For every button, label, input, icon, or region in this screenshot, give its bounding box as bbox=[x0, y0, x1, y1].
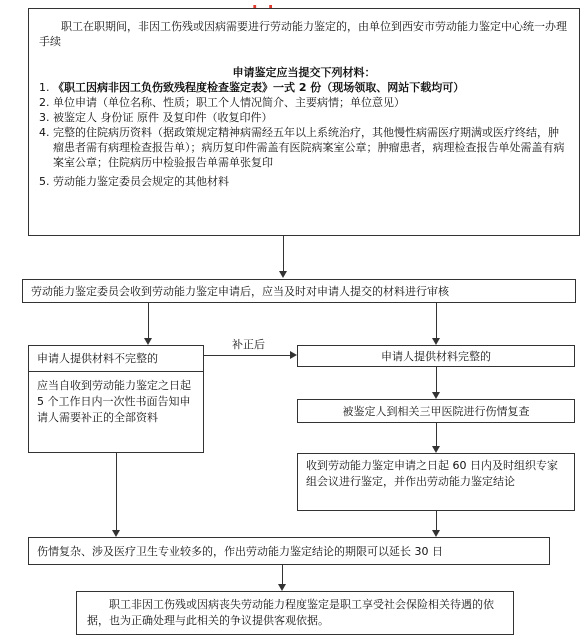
intro-text: 职工在职期间，非因工伤残或因病需要进行劳动能力鉴定的，由单位到西安市劳动能力鉴定中心统一办理手续 bbox=[39, 20, 567, 48]
arrow-right-icon bbox=[290, 351, 297, 359]
review-box: 劳动能力鉴定委员会收到劳动能力鉴定申请后，应当及时对申请人提交的材料进行审核 bbox=[22, 279, 576, 303]
arrow-down-icon bbox=[279, 271, 287, 278]
connector-line bbox=[204, 355, 291, 356]
connector-line bbox=[436, 511, 437, 531]
arrow-down-icon bbox=[432, 338, 440, 345]
connector-line bbox=[436, 423, 437, 447]
arrow-down-icon bbox=[144, 338, 152, 345]
connector-line bbox=[283, 236, 284, 272]
list-item: 4. 完整的住院病历资料（据政策规定精神病需经五年以上系统治疗，其他慢性病需医疗期满或医疗终结，肿瘤患者需有病理检查报告单）；病历复印件需盖有医院病案室公章；肿瘤患者，病理检查报告单处需盖有病案室公章；住院病历中检验报告单需单张复印 bbox=[39, 126, 565, 169]
connector-line bbox=[436, 303, 437, 339]
connector-line bbox=[436, 367, 437, 393]
connector-line bbox=[116, 453, 117, 531]
requirements-box bbox=[28, 8, 580, 236]
list-item: 2. 单位申请（单位名称、性质；职工个人情况简介、主要病情；单位意见） bbox=[39, 96, 405, 109]
arrow-down-icon bbox=[432, 446, 440, 453]
connector-line bbox=[148, 303, 149, 339]
supplement-label: 补正后 bbox=[232, 338, 265, 351]
arrow-down-icon bbox=[432, 392, 440, 399]
incomplete-box bbox=[28, 345, 204, 453]
list-item: 3. 被鉴定人 身份证 原件 及复印件（收复印件） bbox=[39, 111, 273, 124]
connector-line bbox=[282, 565, 283, 585]
incomplete-title: 申请人提供材料不完整的 bbox=[29, 346, 203, 372]
footer-box: 职工非因工伤残或因病丧失劳动能力程度鉴定是职工享受社会保险相关待遇的依据，也为正确处理与此相关的争议提供客观依据。 bbox=[76, 591, 514, 635]
materials-heading: 申请鉴定应当提交下列材料： bbox=[232, 66, 376, 79]
list-item: 1. 《职工因病非因工负伤致残程度检查鉴定表》一式 2 份（现场领取、网站下载均可） bbox=[39, 81, 465, 94]
arrow-down-icon bbox=[278, 584, 286, 591]
complete-box: 申请人提供材料完整的 bbox=[297, 345, 575, 367]
incomplete-body: 应当自收到劳动能力鉴定之日起 5 个工作日内一次性书面告知申请人需要补正的全部资料 bbox=[37, 379, 191, 424]
arrow-down-icon bbox=[432, 530, 440, 537]
extension-box: 伤情复杂、涉及医疗卫生专业较多的，作出劳动能力鉴定结论的期限可以延长 30 日 bbox=[28, 537, 550, 565]
conclusion-box: 收到劳动能力鉴定申请之日起 60 日内及时组织专家组会议进行鉴定，并作出劳动能力鉴定结论 bbox=[297, 453, 575, 511]
list-item: 5. 劳动能力鉴定委员会规定的其他材料 bbox=[39, 175, 229, 188]
hospital-box: 被鉴定人到相关三甲医院进行伤情复查 bbox=[297, 399, 575, 423]
arrow-down-icon bbox=[112, 530, 120, 537]
